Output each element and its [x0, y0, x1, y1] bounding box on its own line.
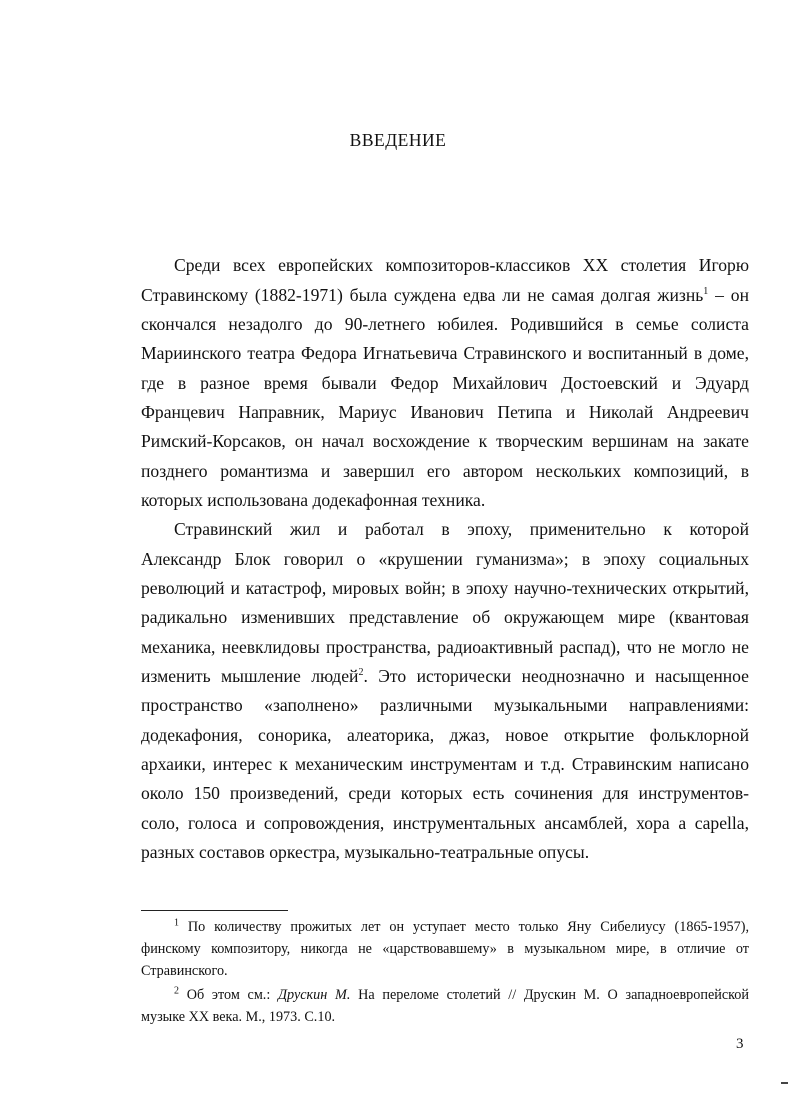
- p2-line-5: механика, неевклидовы пространства, радиоактивный распад), что не могло не: [141, 637, 749, 657]
- footnote-1-line-3: Стравинского.: [141, 963, 228, 979]
- p2-line-2: Александр Блок говорил о «крушении гуманизма»; в эпоху социальных: [141, 549, 749, 569]
- p1-line-3: скончался незадолго до 90-летнего юбилея. Родившийся в семье солиста: [141, 314, 749, 334]
- p1-line-2: Стравинскому (1882-1971) была суждена едва ли не самая долгая жизнь$^1$ – он: [141, 285, 750, 305]
- p1-line-6: Францевич Направник, Мариус Иванович Петипа и Николай Андреевич: [141, 402, 749, 422]
- p1-line-8: позднего романтизма и завершил его автором нескольких композиций, в: [141, 461, 749, 481]
- page-number: 3: [736, 1036, 744, 1052]
- p1-line-9: которых использована додекафонная техника.: [141, 490, 486, 510]
- p2-line-7: пространство «заполнено» различными музыкальными направлениями:: [141, 695, 749, 715]
- p1-line-7: Римский-Корсаков, он начал восхождение к творческим вершинам на закате: [141, 431, 749, 451]
- p2-line-10: около 150 произведений, среди которых есть сочинения для инструментов-: [141, 783, 749, 803]
- footnote-2-line-2: музыке XX века. М., 1973. С.10.: [141, 1009, 336, 1025]
- p2-line-3: революций и катастроф, мировых войн; в эпоху научно-технических открытий,: [141, 578, 749, 598]
- footnote-ref-2: 2: [358, 667, 364, 679]
- footnote-ref-1: 1: [703, 286, 709, 298]
- footnote-separator: [141, 910, 288, 911]
- p2-line-6: изменить мышление людей$^2$. Это исторически неоднозначно и насыщенное: [141, 666, 749, 686]
- footnote-1-marker: 1: [174, 917, 179, 929]
- p2-line-4: радикально изменивших представление об окружающем мире (квантовая: [141, 607, 749, 627]
- footnote-1-line-1: $^1$ По количеству прожитых лет он уступает место только Яну Сибелиусу (1865-1957),: [174, 917, 749, 935]
- p2-line-9: архаики, интерес к механическим инструментам и т.д. Стравинским написано: [141, 754, 749, 774]
- p2-line-11: соло, голоса и сопровождения, инструментальных ансамблей, хора a capella,: [141, 813, 749, 833]
- footnote-1-line-2: финскому композитору, никогда не «царствовавшему» в музыкальном мире, в отличие от: [141, 941, 749, 957]
- p2-line-8: додекафония, сонорика, алеаторика, джаз, новое открытие фольклорной: [141, 725, 749, 745]
- p1-line-1: Среди всех европейских композиторов-классиков XX столетия Игорю: [174, 255, 749, 275]
- p2-line-1: Стравинский жил и работал в эпоху, применительно к которой: [174, 519, 749, 539]
- footnote-2-marker: 2: [174, 985, 179, 997]
- p1-line-4: Мариинского театра Федора Игнатьевича Стравинского и воспитанный в доме,: [141, 343, 749, 363]
- p1-line-5: где в разное время бывали Федор Михайлович Достоевский и Эдуард: [141, 373, 749, 393]
- scan-mark: [781, 1082, 788, 1084]
- page-title: ВВЕДЕНИЕ: [349, 130, 447, 150]
- p2-line-12: разных составов оркестра, музыкально-театральные опусы.: [141, 842, 590, 862]
- footnote-2-line-1: $^2$ Об этом см.: Друскин М. На переломе столетий // Друскин М. О западноевропейской: [174, 985, 749, 1003]
